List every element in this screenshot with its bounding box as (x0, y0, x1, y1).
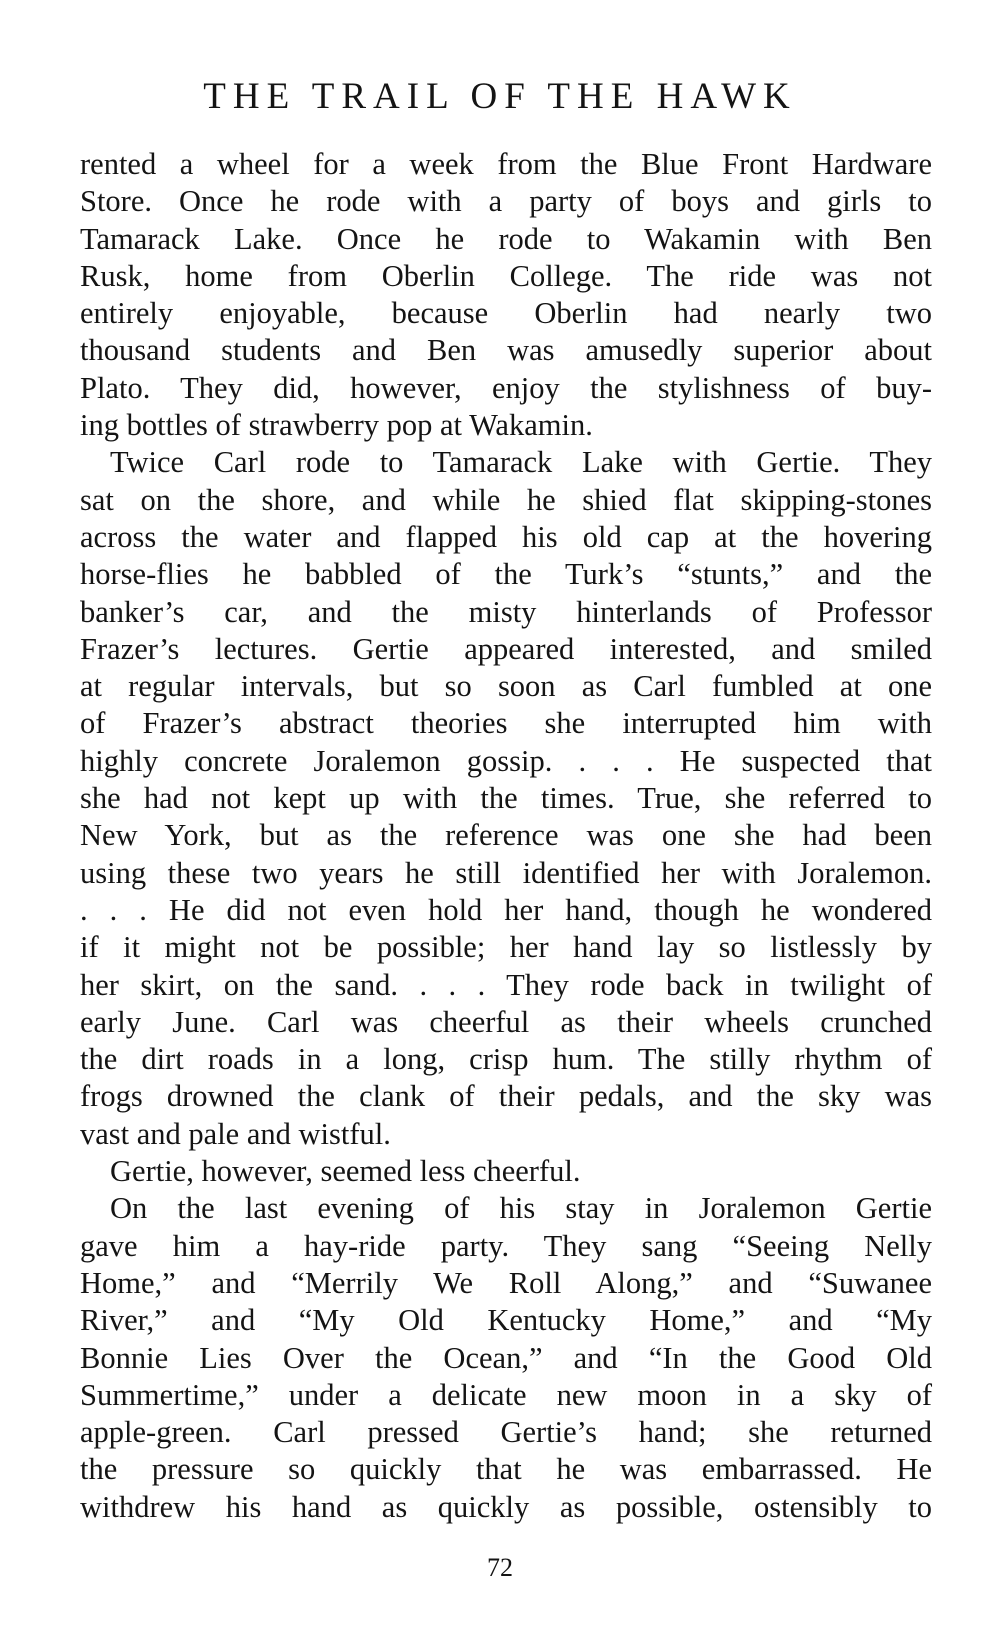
paragraph-2 (80, 444, 932, 1153)
paragraph-1 (80, 146, 932, 444)
text-line: Store. Once he rode with a party of boys and girls to (80, 184, 932, 219)
text-line: ing bottles of strawberry pop at Wakamin. (80, 408, 593, 443)
text-line: Twice Carl rode to Tamarack Lake with Gertie. They (110, 445, 932, 480)
text-line: early June. Carl was cheerful as their wheels crunched (80, 1004, 932, 1039)
text-line: apple-green. Carl pressed Gertie’s hand; she returned (80, 1415, 932, 1450)
page-number: 72 (487, 1553, 513, 1582)
text-line: she had not kept up with the times. True, she referred to (80, 781, 932, 816)
text-line: thousand students and Ben was amusedly superior about (80, 333, 932, 368)
text-line: Rusk, home from Oberlin College. The ride was not (80, 258, 932, 293)
text-line: Tamarack Lake. Once he rode to Wakamin with Ben (80, 221, 932, 256)
text-line: her skirt, on the sand. . . . They rode back in twilight of (80, 967, 932, 1002)
text-line: the dirt roads in a long, crisp hum. The stilly rhythm of (80, 1042, 932, 1077)
text-line: New York, but as the reference was one she had been (80, 818, 932, 853)
text-line: . . . He did not even hold her hand, though he wondered (80, 892, 932, 927)
text-line: rented a wheel for a week from the Blue Front Hardware (80, 147, 932, 181)
paragraph-3 (80, 1153, 932, 1190)
text-line: of Frazer’s abstract theories she interrupted him with (80, 706, 932, 741)
text-line: at regular intervals, but so soon as Carl fumbled at one (80, 669, 932, 704)
text-line: the pressure so quickly that he was embarrassed. He (80, 1452, 932, 1487)
text-line: Plato. They did, however, enjoy the stylishness of buy- (80, 370, 932, 405)
running-head: THE TRAIL OF THE HAWK (203, 76, 797, 117)
text-line: highly concrete Joralemon gossip. . . . He suspected that (80, 743, 932, 778)
text-line: Bonnie Lies Over the Ocean,” and “In the Good Old (80, 1340, 932, 1375)
body-text (80, 146, 932, 1526)
text-line: gave him a hay-ride party. They sang “Seeing Nelly (80, 1228, 932, 1263)
text-line: Frazer’s lectures. Gertie appeared interested, and smiled (80, 631, 932, 666)
text-line: horse-flies he babbled of the Turk’s “stunts,” and the (80, 557, 932, 592)
text-line: across the water and flapped his old cap at the hovering (80, 519, 932, 554)
text-line: sat on the shore, and while he shied flat skipping-stones (80, 482, 932, 517)
text-line: withdrew his hand as quickly as possible, ostensibly to (80, 1489, 932, 1524)
text-line: vast and pale and wistful. (80, 1116, 391, 1151)
text-line: frogs drowned the clank of their pedals, and the sky was (80, 1079, 932, 1114)
text-line: River,” and “My Old Kentucky Home,” and “My (80, 1303, 932, 1338)
text-line: if it might not be possible; her hand lay so listlessly by (80, 930, 932, 965)
text-line: Home,” and “Merrily We Roll Along,” and “Suwanee (80, 1265, 932, 1300)
text-line: On the last evening of his stay in Joralemon Gertie (110, 1191, 932, 1226)
text-line: entirely enjoyable, because Oberlin had nearly two (80, 296, 932, 331)
text-line: Summertime,” under a delicate new moon in a sky of (80, 1377, 932, 1412)
text-line: using these two years he still identified her with Joralemon. (80, 855, 932, 890)
text-line: Gertie, however, seemed less cheerful. (110, 1154, 581, 1189)
text-line: banker’s car, and the misty hinterlands of Professor (80, 594, 932, 629)
paragraph-4 (80, 1190, 932, 1526)
